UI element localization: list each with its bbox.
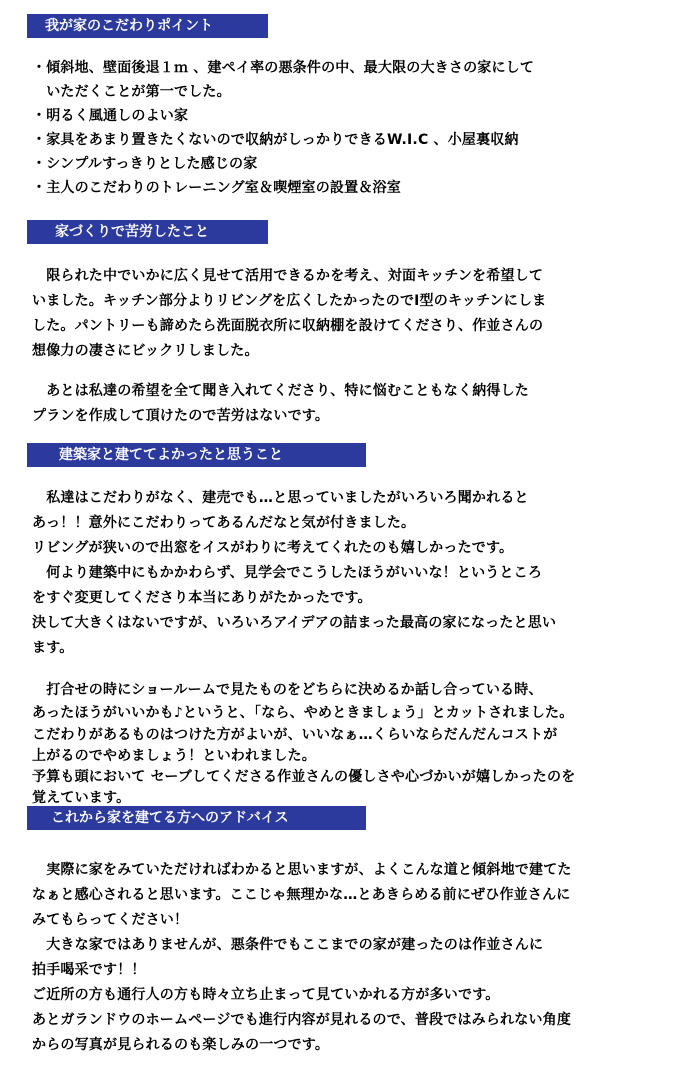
text-line: 拍手喝采です！！ — [32, 962, 146, 978]
text-line: 予算も頭において セーブしてくださる作並さんの優しさや心づかいが嬉しかったのを — [32, 769, 576, 785]
text-line: こだわりがあるものはつけた方がよいが、いいなぁ…くらいならだんだんコストが — [32, 727, 558, 743]
text-line: 打合せの時にショールームで見たものをどちらに決めるか話し合っている時、 — [32, 682, 543, 698]
text-line: あとガランドウのホームページでも進行内容が見れるので、普段ではみられない角度 — [32, 1012, 572, 1028]
section-heading-kodawari: 我が家のこだわりポイント — [27, 14, 268, 38]
text-line: プランを作成して頂けたので苦労はないです。 — [32, 408, 330, 424]
text-line: 想像力の凄さにビックリしました。 — [32, 343, 259, 359]
text-line: 大きな家ではありませんが、悪条件でもここまでの家が建ったのは作並さんに — [32, 937, 544, 953]
text-line: 決して大きくはないですが、いろいろアイデアの詰まった最高の家になったと思い — [32, 615, 557, 631]
text-line: ます。 — [32, 640, 74, 656]
text-line: 私達はこだわりがなく、建売でも…と思っていましたがいろいろ聞かれると — [32, 490, 529, 506]
text-line: いました。キッチン部分よりリビングを広くしたかったのでⅠ型のキッチンにしま — [32, 293, 547, 309]
text-line: ・主人のこだわりのトレーニング室＆喫煙室の設置＆浴室 — [32, 180, 401, 196]
text-line: ご近所の方も通行人の方も時々立ち止まって見ていかれる方が多いです。 — [32, 987, 500, 1003]
text-line: をすぐ変更してくださり本当にありがたかったです。 — [32, 590, 372, 606]
text-line: ・家具をあまり置きたくないので収納がしっかりできるW.I.C 、小屋裏収納 — [32, 132, 519, 148]
text-line: いただくことが第一でした。 — [32, 84, 231, 100]
text-line: みてもらってください！ — [32, 912, 189, 928]
text-line: あっ！！意外にこだわりってあるんだなと気が付きました。 — [32, 515, 416, 531]
text-line: からの写真が見られるのも楽しみの一つです。 — [32, 1037, 330, 1053]
section-heading-yokatta: 建築家と建ててよかったと思うこと — [27, 443, 366, 467]
text-line: 実際に家をみていただければわかると思いますが、よくこんな道と傾斜地で建てた — [32, 862, 572, 878]
text-line: 限られた中でいかに広く見せて活用できるかを考え、対面キッチンを希望して — [32, 268, 544, 284]
text-line: ・明るく風通しのよい家 — [32, 108, 189, 124]
section-heading-kuro: 家づくりで苦労したこと — [27, 220, 268, 244]
section-heading-advice: これから家を建てる方へのアドバイス — [27, 806, 366, 830]
text-line: ・シンプルすっきりとした感じの家 — [32, 156, 258, 172]
text-line: 上がるのでやめましょう！といわれました。 — [32, 748, 316, 764]
text-line: 何より建築中にもかかわらず、見学会でこうしたほうがいいな！というところ — [32, 565, 543, 581]
text-line: 覚えています。 — [32, 790, 131, 806]
text-line: ・傾斜地、壁面後退１ｍ 、建ペイ率の悪条件の中、最大限の大きさの家にして — [32, 60, 535, 76]
text-line: あとは私達の希望を全て聞き入れてくださり、特に悩むこともなく納得した — [32, 383, 529, 399]
text-line: した。パントリーも諦めたら洗面脱衣所に収納棚を設けてくださり、作並さんの — [32, 318, 544, 334]
text-line: なぁと感心されると思います。ここじゃ無理かな…とあきらめる前にぜひ作並さんに — [32, 887, 571, 903]
text-line: リビングが狭いので出窓をイスがわりに考えてくれたのも嬉しかったです。 — [32, 540, 514, 556]
text-line: あったほうがいいかも♪というと、「なら、やめときましょう」とカットされました。 — [32, 705, 574, 721]
